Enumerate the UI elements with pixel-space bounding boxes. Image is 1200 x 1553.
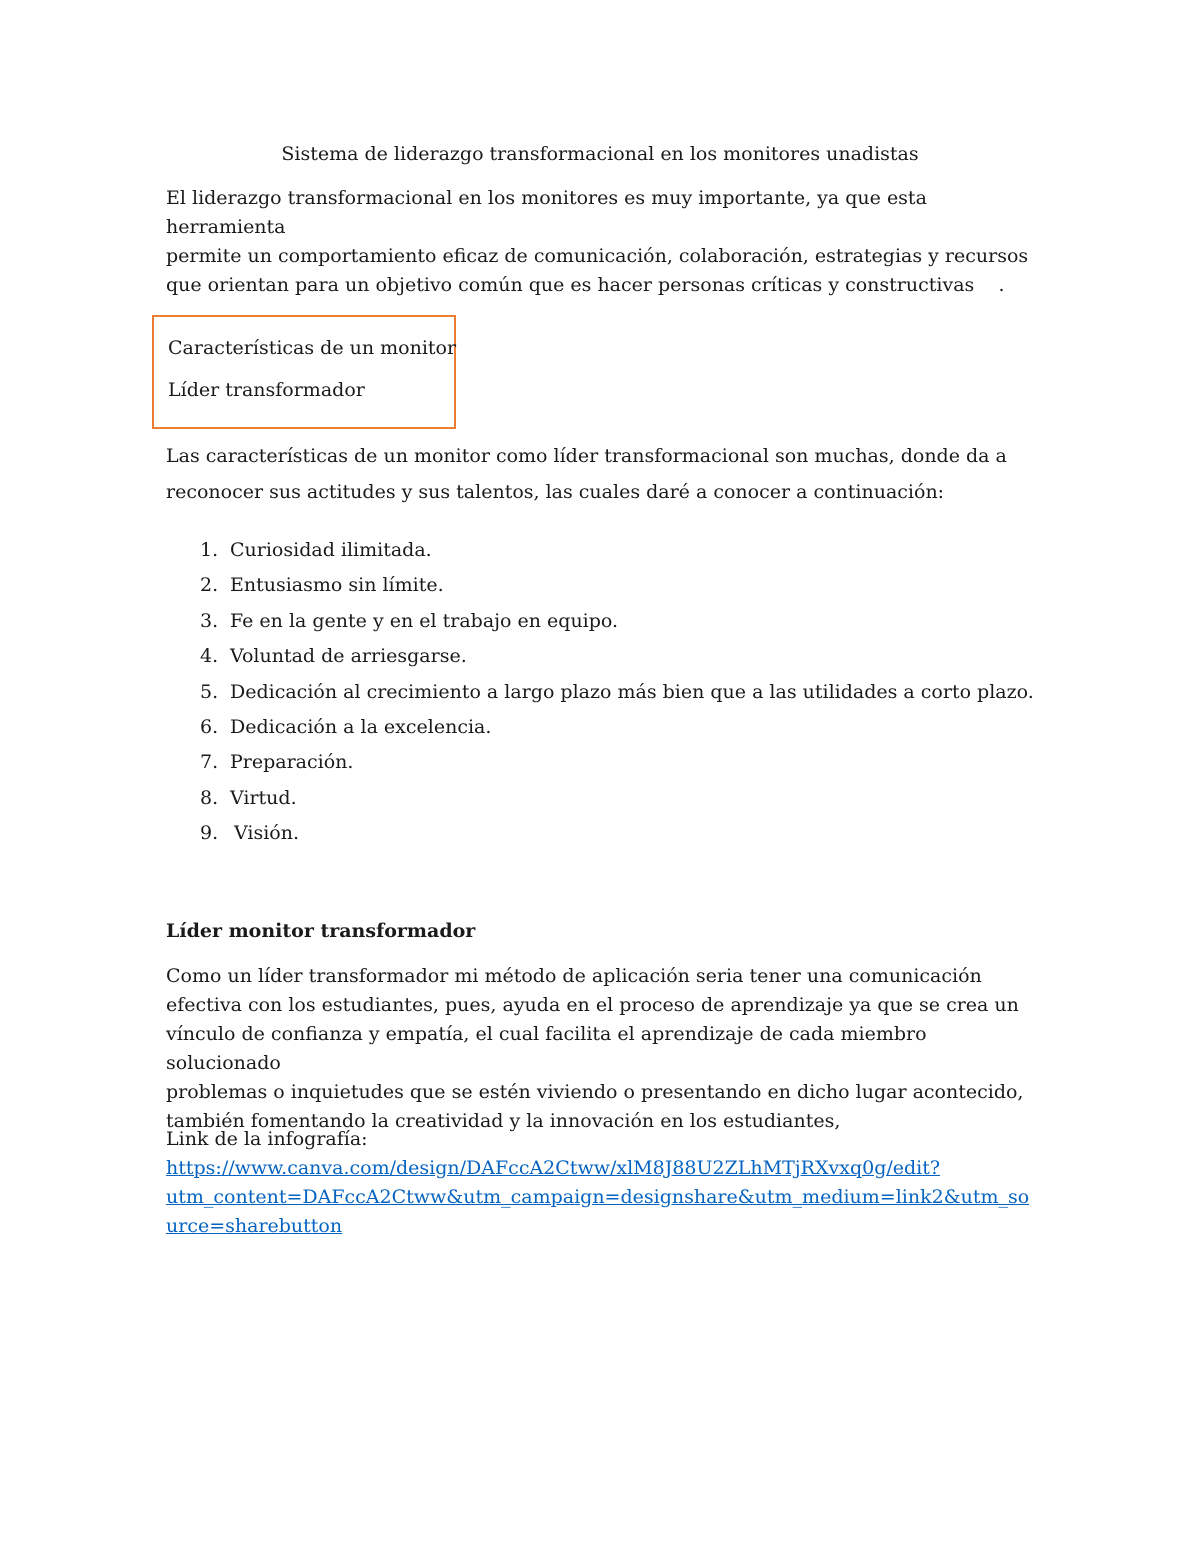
link-line[interactable]: urce=sharebutton [166, 1215, 343, 1237]
list-number: 4. [200, 645, 219, 668]
list-number: 9. [200, 822, 219, 845]
method-line: problemas o inquietudes que se estén viviendo o presentando en dicho lugar acontecido, [166, 1081, 1024, 1103]
list-number: 3. [200, 609, 219, 632]
link-line[interactable]: https://www.canva.com/design/DAFccA2Ctww/xlM8J88U2ZLhMTjRXvxq0g/edit? [166, 1157, 941, 1179]
link-label: Link de la infografía: [166, 1128, 368, 1150]
list-item-text: Fe en la gente y en el trabajo en equipo. [230, 609, 619, 632]
infographic-link[interactable] [166, 1154, 1046, 1241]
box-heading-leader: Líder transformador [168, 379, 365, 401]
list-item-text: Preparación. [230, 751, 354, 774]
characteristics-line: Las características de un monitor como líder transformacional son muchas, donde da a [166, 445, 1007, 467]
method-line: vínculo de confianza y empatía, el cual facilita el aprendizaje de cada miembro solucionado [166, 1023, 927, 1074]
list-number: 2. [200, 574, 219, 597]
characteristics-line: reconocer sus actitudes y sus talentos, las cuales daré a conocer a continuación: [166, 481, 945, 503]
intro-line: El liderazgo transformacional en los monitores es muy importante, ya que esta herramienta [166, 187, 927, 238]
intro-line: que orientan para un objetivo común que es hacer personas críticas y constructivas . [166, 274, 1005, 296]
list-number: 5. [200, 680, 219, 703]
list-item [166, 747, 354, 782]
method-line: también fomentando la creatividad y la innovación en los estudiantes, [166, 1110, 841, 1132]
list-item-text: Entusiasmo sin límite. [230, 574, 444, 597]
list-item [166, 818, 300, 853]
list-item [166, 712, 492, 747]
list-item-text: Virtud. [230, 786, 297, 809]
document-title: Sistema de liderazgo transformacional en los monitores unadistas [281, 143, 919, 165]
list-item-text: Dedicación al crecimiento a largo plazo más bien que a las utilidades a corto plazo. [230, 680, 1034, 703]
list-item-text: Curiosidad ilimitada. [230, 539, 432, 561]
list-item-text: Visión. [234, 822, 300, 845]
list-item [166, 606, 619, 641]
method-line: efectiva con los estudiantes, pues, ayuda en el proceso de aprendizaje ya que se crea un [166, 994, 1019, 1016]
list-item [166, 641, 467, 676]
intro-paragraph [166, 184, 1046, 300]
list-item [166, 535, 432, 570]
highlight-box [152, 315, 456, 429]
box-heading-characteristics: Características de un monitor [168, 337, 457, 359]
list-item [166, 677, 1034, 712]
list-number: 8. [200, 786, 219, 809]
intro-line: permite un comportamiento eficaz de comunicación, colaboración, estrategias y recursos [166, 245, 1029, 267]
list-number: 1. [200, 539, 219, 561]
list-item-text: Voluntad de arriesgarse. [230, 645, 467, 668]
method-line: Como un líder transformador mi método de aplicación seria tener una comunicación [166, 965, 982, 987]
link-line[interactable]: utm_content=DAFccA2Ctww&utm_campaign=designshare&utm_medium=link2&utm_so [166, 1186, 1030, 1208]
characteristics-paragraph [166, 438, 1046, 510]
section-heading: Líder monitor transformador [166, 920, 476, 942]
list-item [166, 783, 297, 818]
characteristics-list [166, 535, 1034, 854]
list-number: 6. [200, 715, 219, 738]
method-paragraph [166, 962, 1046, 1136]
list-number: 7. [200, 751, 219, 774]
list-item [166, 570, 444, 605]
list-item-text: Dedicación a la excelencia. [230, 715, 492, 738]
